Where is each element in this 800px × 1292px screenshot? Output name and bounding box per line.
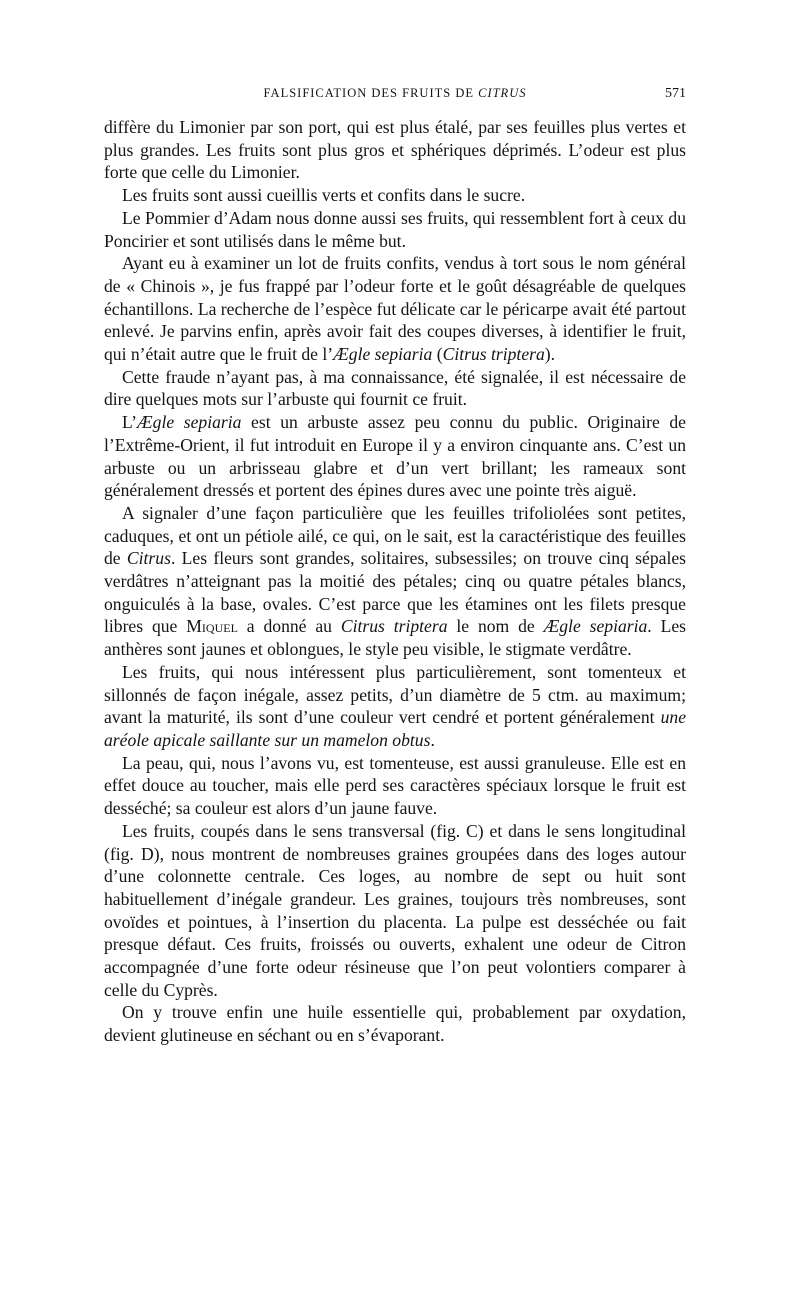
paragraph — [104, 366, 686, 411]
text-run: Les fruits, qui nous intéressent plus particulièrement, sont tomenteux et sillonnés de façon inégale, assez petits, d’un diamètre de 5 ctm. au maximum; avant la maturité, ils sont d’une couleur vert cendré et portent généralement — [104, 661, 686, 728]
author-name: Miquel — [186, 616, 238, 637]
text-run: ( — [432, 344, 443, 365]
page-number: 571 — [665, 86, 686, 101]
page — [104, 82, 686, 1047]
paragraph — [104, 252, 686, 366]
text-run: . — [430, 729, 435, 750]
text-run: Les fruits, coupés dans le sens transversal (fig. C) et dans le sens longitudinal (fig. D), nous montrent de nombreuses graines groupées dans des loges autour d’une colonnette centrale. Ces loges, au nombre de sept ou huit sont habituellement d’inégale grandeur. Les graines, toujours très nombreuses, sont ovoïdes et pointues, à l’insertion du placenta. La pulpe est desséchée ou fait presque défaut. Ces fruits, froissés ou ouverts, exhalent une odeur de Citron accompagnée d’une forte odeur résineuse que l’on peut volontiers comparer à celle du Cyprès. — [104, 820, 686, 1000]
paragraph — [104, 752, 686, 820]
text-run: On y trouve enfin une huile essentielle qui, probablement par oxydation, devient glutineuse en séchant ou en s’évaporant. — [104, 1002, 686, 1046]
running-title-text: FALSIFICATION DES FRUITS DE — [263, 86, 479, 100]
genus-name: Citrus — [126, 548, 171, 569]
text-run: est un arbuste assez peu connu du public. Originaire de l’Extrême-Orient, il fut introduit en Europe il y a environ cinquante ans. C’est un arbuste ou un arbrisseau glabre et d’un vert brillant; les rameaux sont généralement dressés et portent des épines dures avec une pointe très aiguë. — [104, 412, 686, 501]
species-name: Citrus triptera — [442, 344, 545, 365]
text-run: . Les fleurs sont grandes, solitaires, subsessiles; on trouve cinq sépales verdâtres n’atteignant pas la moitié des pétales; cinq ou quatre pétales blancs, onguiculés à la base, ovales. C’est parce que les étamines ont les filets presque libres que — [104, 548, 686, 637]
text-run: a donné au — [237, 616, 341, 637]
paragraph — [104, 661, 686, 752]
text-run: . Les anthères sont jaunes et oblongues, le style peu visible, le stigmate verdâtre. — [104, 616, 686, 660]
text-run: ). — [544, 344, 556, 365]
paragraph — [104, 820, 686, 1002]
paragraph — [104, 116, 686, 184]
emphasis: une aréole apicale saillante sur un mamelon obtus — [104, 707, 686, 750]
text-run: Cette fraude n’ayant pas, à ma connaissance, été signalée, il est nécessaire de dire quelques mots sur l’arbuste qui fournit ce fruit. — [104, 366, 686, 410]
text-run: L’ — [122, 412, 137, 433]
species-name: Citrus triptera — [340, 616, 448, 637]
body-text — [104, 116, 686, 1047]
paragraph — [104, 207, 686, 252]
running-title — [104, 86, 686, 101]
text-run: Ayant eu à examiner un lot de fruits confits, vendus à tort sous le nom général de « Chinois », je fus frappé par l’odeur forte et le goût désagréable de quelques échantillons. La recherche de l’espèce fut délicate car le péricarpe avait été partout enlevé. Je parvins enfin, après avoir fait des coupes diverses, à identifier le fruit, qui n’était autre que le fruit de l’ — [104, 253, 686, 365]
text-run: A signaler d’une façon particulière que les feuilles trifoliolées sont petites, caduques, et ont un pétiole ailé, ce qui, on le sait, est la caractéristique des feuilles de — [104, 502, 686, 569]
text-run: Les fruits sont aussi cueillis verts et confits dans le sucre. — [122, 185, 526, 206]
paragraph — [104, 411, 686, 502]
text-run: le nom de — [447, 616, 544, 637]
running-header — [104, 82, 686, 108]
species-name: Ægle sepiaria — [137, 412, 242, 433]
paragraph — [104, 184, 686, 207]
text-run: diffère du Limonier par son port, qui est plus étalé, par ses feuilles plus vertes et plus grandes. Les fruits sont plus gros et sphériques déprimés. L’odeur est plus forte que celle du Limonier. — [104, 117, 686, 183]
running-title-genus: CITRUS — [478, 86, 527, 100]
species-name: Ægle sepiaria — [333, 344, 433, 365]
paragraph — [104, 1001, 686, 1046]
text-run: Le Pommier d’Adam nous donne aussi ses fruits, qui ressemblent fort à ceux du Poncirier et sont utilisés dans le même but. — [104, 207, 686, 251]
species-name: Ægle sepiaria — [543, 616, 648, 637]
paragraph — [104, 502, 686, 661]
text-run: La peau, qui, nous l’avons vu, est tomenteuse, est aussi granuleuse. Elle est en effet douce au toucher, mais elle perd ses caractères spéciaux lorsque le fruit est desséché; sa couleur est alors d’un jaune fauve. — [104, 752, 686, 819]
